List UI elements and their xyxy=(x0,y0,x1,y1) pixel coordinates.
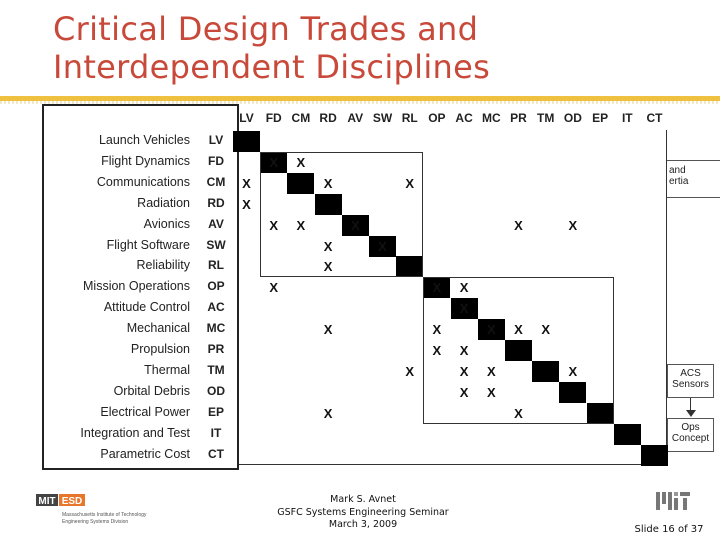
column-header: AC xyxy=(455,111,473,125)
dependency-mark: X xyxy=(269,154,279,170)
dependency-mark: X xyxy=(514,405,523,421)
column-header: AV xyxy=(347,111,364,125)
dependency-mark: X xyxy=(568,217,578,233)
dependency-mark: X xyxy=(296,217,306,233)
row-label: Communications xyxy=(96,174,190,189)
dependency-mark: X xyxy=(242,196,251,212)
dependency-mark: X xyxy=(350,217,360,233)
row-label: Avionics xyxy=(143,216,190,231)
diagonal-cell xyxy=(614,424,641,445)
dependency-mark: X xyxy=(432,322,442,338)
column-header: TM xyxy=(537,111,555,125)
column-header: FD xyxy=(265,111,282,125)
connector-arrow-head xyxy=(686,410,696,417)
dependency-mark: X xyxy=(242,175,251,191)
dependency-mark: X xyxy=(405,363,415,379)
column-header: PR xyxy=(510,111,527,125)
diagonal-cell xyxy=(641,445,668,466)
acs-sensors-box xyxy=(667,364,714,398)
column-header: RD xyxy=(319,111,337,125)
title-line-2: Interdependent Disciplines xyxy=(53,48,491,86)
mit-esd-logo-sub2: Engineering Systems Division xyxy=(62,519,129,525)
mit-esd-logo xyxy=(36,492,176,528)
column-header: OP xyxy=(428,111,446,125)
row-code: EP xyxy=(207,404,224,419)
row-code: IT xyxy=(210,425,222,440)
dependency-mark: X xyxy=(459,301,469,317)
column-header: IT xyxy=(621,111,633,125)
ops-line-1: Ops xyxy=(681,422,700,433)
dependency-mark: X xyxy=(486,322,496,338)
dependency-mark: X xyxy=(269,217,279,233)
dependency-mark: X xyxy=(459,343,469,358)
side-partial-line-1: and xyxy=(669,165,686,176)
row-label: Flight Dynamics xyxy=(101,153,190,168)
row-code: LV xyxy=(208,133,224,147)
ops-line-2: Concept xyxy=(671,433,710,444)
row-code: AV xyxy=(208,216,224,231)
column-header: CT xyxy=(646,111,663,125)
row-code: OD xyxy=(207,383,225,398)
connector-line xyxy=(690,398,691,410)
row-label: Mission Operations xyxy=(83,279,190,294)
row-code: CT xyxy=(208,446,224,461)
mit-esd-logo-esd: ESD xyxy=(61,496,83,507)
dependency-mark: X xyxy=(486,384,496,400)
dependency-mark: X xyxy=(459,363,469,379)
dependency-mark: X xyxy=(296,154,306,170)
row-code: RD xyxy=(207,195,225,210)
dependency-mark: X xyxy=(514,217,523,233)
row-label: Thermal xyxy=(144,362,190,377)
column-header: LV xyxy=(239,111,254,125)
mit-esd-logo-sub1: Massachusetts Institute of Technology xyxy=(62,512,147,518)
dependency-mark: X xyxy=(323,259,333,275)
dependency-mark: X xyxy=(541,322,551,338)
dependency-mark: X xyxy=(459,384,469,400)
row-code: TM xyxy=(207,362,225,377)
acs-line-1: ACS xyxy=(680,368,701,379)
dependency-mark: X xyxy=(459,280,469,296)
column-header: MC xyxy=(481,111,501,125)
row-label: Integration and Test xyxy=(80,425,190,440)
dependency-mark: X xyxy=(486,363,496,379)
row-label: Launch Vehicles xyxy=(98,133,190,147)
row-label: Attitude Control xyxy=(103,300,190,315)
row-code: PR xyxy=(207,342,225,356)
row-label: Mechanical xyxy=(126,321,190,336)
dependency-mark: X xyxy=(514,322,523,338)
dependency-mark: X xyxy=(378,238,387,254)
title-line-1: Critical Design Trades and xyxy=(53,10,479,48)
row-label: Parametric Cost xyxy=(100,446,190,461)
footer-line-1: Mark S. Avnet xyxy=(330,494,396,505)
discipline-group-box xyxy=(260,152,423,277)
dependency-mark: X xyxy=(269,280,279,296)
dependency-mark: X xyxy=(323,405,333,421)
dependency-mark: X xyxy=(432,280,442,296)
row-code: OP xyxy=(207,279,225,294)
dependency-mark: X xyxy=(405,175,415,191)
ops-concept-box xyxy=(667,418,714,452)
column-header: EP xyxy=(592,111,609,125)
footer-line-2: GSFC Systems Engineering Seminar xyxy=(277,506,449,518)
discipline-group-box xyxy=(423,277,613,423)
diagonal-cell xyxy=(233,131,260,152)
row-code: AC xyxy=(207,300,225,315)
row-code: CM xyxy=(206,174,226,189)
row-code: SW xyxy=(206,237,226,252)
dependency-mark: X xyxy=(323,322,333,338)
row-code: RL xyxy=(208,258,224,273)
column-header: SW xyxy=(372,111,393,125)
acs-line-2: Sensors xyxy=(672,379,709,390)
dependency-mark: X xyxy=(323,175,333,191)
row-label: Electrical Power xyxy=(100,404,190,419)
row-label: Flight Software xyxy=(106,237,190,252)
slide-number: Slide 16 of 37 xyxy=(634,524,704,535)
row-label: Propulsion xyxy=(130,342,190,356)
row-label: Radiation xyxy=(137,195,190,210)
column-header: OD xyxy=(563,111,582,125)
dependency-mark: X xyxy=(432,343,442,358)
footer-line-3: March 3, 2009 xyxy=(328,519,398,530)
row-label: Reliability xyxy=(136,258,190,273)
dependency-mark: X xyxy=(568,363,578,379)
row-code: MC xyxy=(206,321,226,336)
mit-esd-logo-mit: MIT xyxy=(38,496,56,507)
footer-presenter xyxy=(250,494,476,532)
mit-logo xyxy=(656,490,692,512)
row-label: Orbital Debris xyxy=(113,383,190,398)
column-header: RL xyxy=(401,111,418,125)
row-code: FD xyxy=(208,153,224,168)
side-box-partial xyxy=(660,160,720,198)
dependency-mark: X xyxy=(323,238,333,254)
slide-title xyxy=(53,10,653,86)
side-partial-line-2: ertia xyxy=(669,176,689,187)
column-header: CM xyxy=(291,111,311,125)
